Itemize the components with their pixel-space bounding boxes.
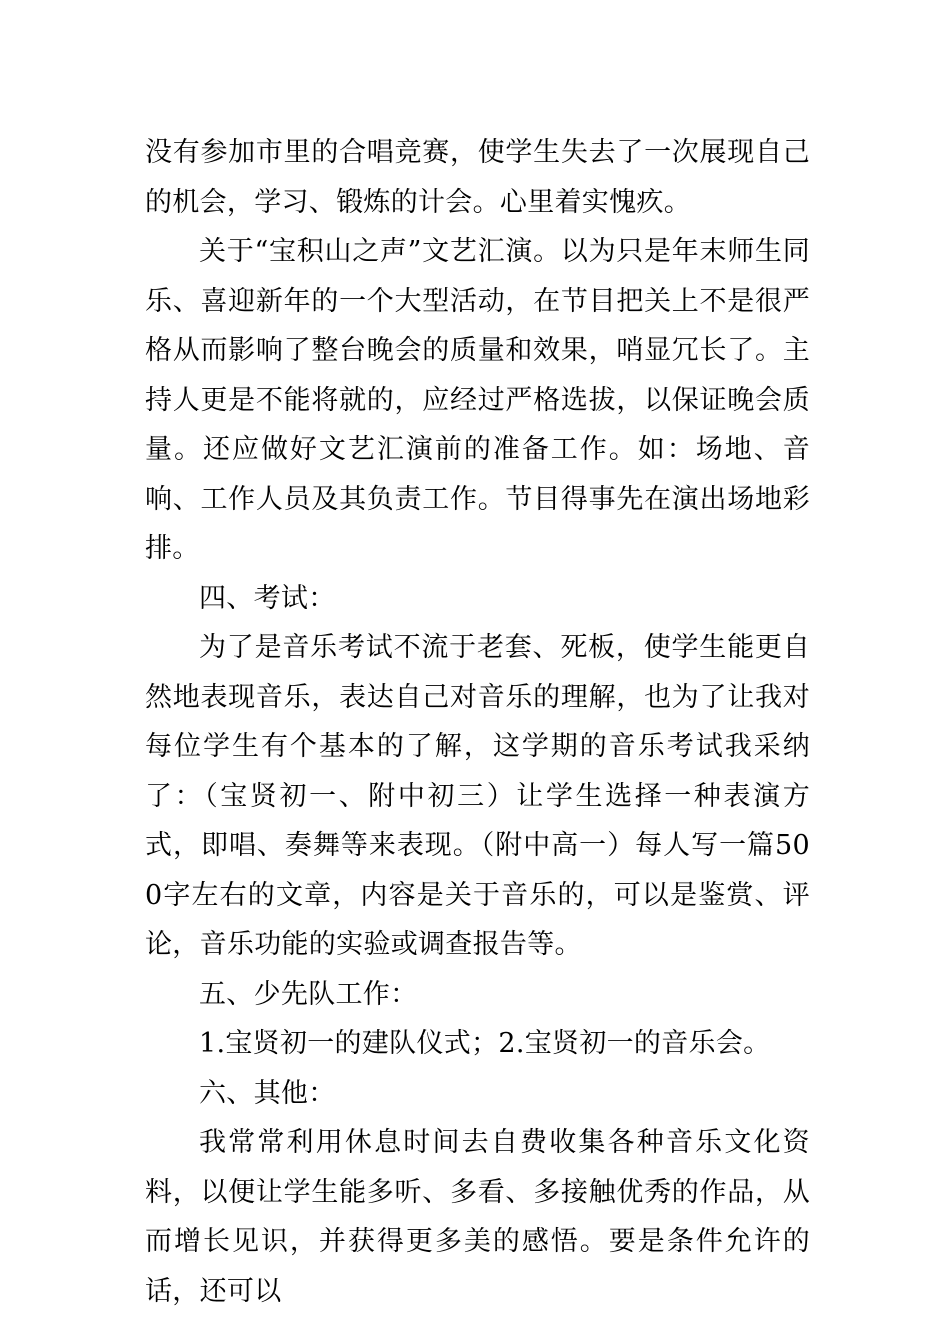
section-heading-exam: 四、考试： bbox=[199, 582, 336, 614]
paragraph-other: 我常常利用休息时间去自费收集各种音乐文化资料，以便让学生能多听、多看、多接触优秀的作品，从而增长见识，并获得更多美的感悟。要是条件允许的话，还可以 bbox=[145, 1127, 810, 1307]
paragraph-continued: 没有参加市里的合唱竞赛，使学生失去了一次展现自己的机会，学习、锻炼的计会。心里着实愧疚。 bbox=[145, 137, 810, 218]
paragraph-exam: 为了是音乐考试不流于老套、死板，使学生能更自然地表现音乐，表达自己对音乐的理解，也为了让我对每位学生有个基本的了解，这学期的音乐考试我采纳了：（宝贤初一、附中初三）让学生选择一种表演方式，即唱、奏舞等来表现。（附中高一）每人写一篇500字左右的文章，内容是关于音乐的，可以是鉴赏、评论，音乐功能的实验或调查报告等。 bbox=[145, 632, 810, 960]
paragraph-pioneers: 1.宝贤初一的建队仪式；2.宝贤初一的音乐会。 bbox=[199, 1028, 771, 1059]
section-heading-pioneers: 五、少先队工作： bbox=[199, 978, 418, 1010]
document-body bbox=[145, 128, 810, 1316]
section-heading-other: 六、其他： bbox=[199, 1077, 336, 1109]
paragraph-art-show: 关于“宝积山之声”文艺汇演。以为只是年末师生同乐、喜迎新年的一个大型活动，在节目把关上不是很严格从而影响了整台晚会的质量和效果，哨显冗长了。主持人更是不能将就的，应经过严格选拔，以保证晚会质量。还应做好文艺汇演前的准备工作。如：场地、音响、工作人员及其负责工作。节目得事先在演出场地彩排。 bbox=[145, 236, 810, 564]
